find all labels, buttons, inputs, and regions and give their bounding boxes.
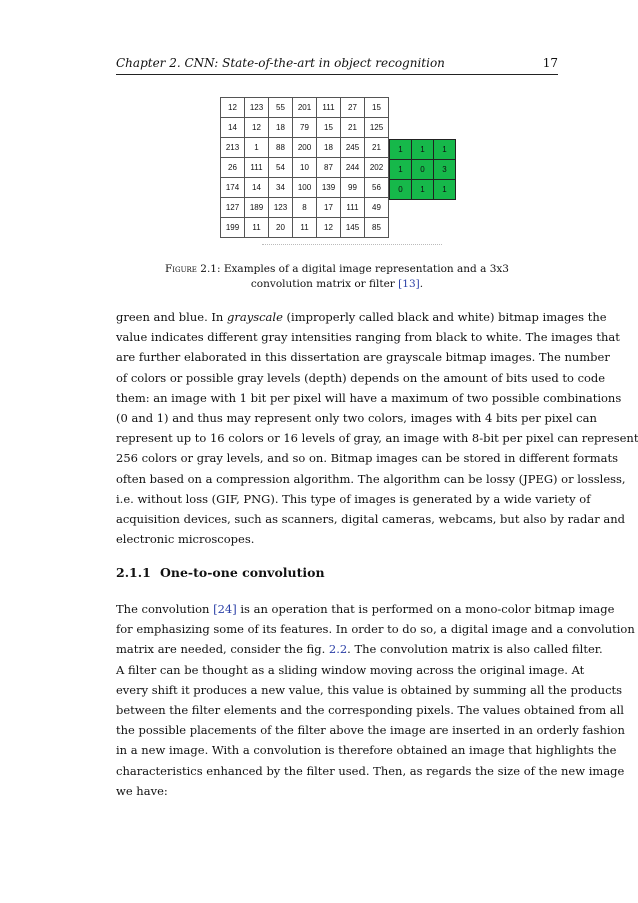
- pixel-cell: 21: [365, 138, 389, 158]
- text-line: characteristics enhanced by the filter used. Then, as regards the size of the new image: [116, 763, 625, 778]
- pixel-cell: 244: [341, 158, 365, 178]
- text-line: in a new image. With a convolution is therefore obtained an image that highlights the: [116, 743, 617, 758]
- convolution-filter-matrix: [389, 139, 456, 200]
- text-line: represent up to 16 colors or 16 levels of gray, an image with 8-bit per pixel can represent: [116, 431, 638, 446]
- filter-cell: 1: [390, 140, 412, 160]
- pixel-cell: 18: [269, 118, 293, 138]
- pixel-cell: 88: [269, 138, 293, 158]
- text-line: value indicates different gray intensities ranging from black to white. The images that: [116, 330, 620, 345]
- body-paragraph-2: [116, 599, 635, 801]
- pixel-row: [221, 158, 389, 178]
- section-heading: [116, 565, 325, 580]
- pixel-row: [221, 198, 389, 218]
- pixel-cell: 21: [341, 118, 365, 138]
- pixel-cell: 34: [269, 178, 293, 198]
- chapter-title: Chapter 2. CNN: State-of-the-art in object recognition: [116, 56, 445, 70]
- citation-link[interactable]: [24]: [213, 602, 237, 616]
- pixel-row: [221, 218, 389, 238]
- filter-cell: 1: [412, 140, 434, 160]
- text-line: for emphasizing some of its features. In order to do so, a digital image and a convolution: [116, 622, 635, 637]
- pixel-cell: 55: [269, 98, 293, 118]
- filter-cell: 1: [434, 140, 456, 160]
- caption-text: Examples of a digital image representation and a 3x3 convolution matrix or filter: [223, 263, 509, 290]
- pixel-cell: 85: [365, 218, 389, 238]
- figure-caption: Figure 2.1: Examples of a digital image representation and a 3x3 convolution matrix or filter [13].: [165, 263, 509, 290]
- pixel-cell: 10: [293, 158, 317, 178]
- pixel-cell: 201: [293, 98, 317, 118]
- pixel-cell: 54: [269, 158, 293, 178]
- text-line: electronic microscopes.: [116, 532, 255, 547]
- pixel-cell: 11: [245, 218, 269, 238]
- text-line: A filter can be thought as a sliding window moving across the original image. At: [116, 662, 585, 677]
- pixel-cell: 15: [317, 118, 341, 138]
- text-line: are further elaborated in this dissertation are grayscale bitmap images. The number: [116, 350, 610, 365]
- pixel-cell: 11: [293, 218, 317, 238]
- text-line: acquisition devices, such as scanners, digital cameras, webcams, but also by radar and: [116, 512, 625, 527]
- pixel-cell: 111: [245, 158, 269, 178]
- pixel-cell: 145: [341, 218, 365, 238]
- filter-cell: 1: [434, 180, 456, 200]
- pixel-cell: 14: [245, 178, 269, 198]
- pixel-cell: 18: [317, 138, 341, 158]
- section-title: One-to-one convolution: [160, 565, 325, 580]
- pixel-cell: 202: [365, 158, 389, 178]
- text-line: (0 and 1) and thus may represent only two colors, images with 4 bits per pixel can: [116, 411, 597, 426]
- caption-label: Figure 2.1:: [165, 263, 221, 275]
- caption-citation-link[interactable]: [13]: [398, 278, 420, 290]
- text-line: matrix are needed, consider the fig. 2.2. The convolution matrix is also called filter.: [116, 642, 603, 657]
- section-number: 2.1.1: [116, 565, 151, 580]
- text-line: every shift it produces a new value, this value is obtained by summing all the products: [116, 682, 623, 697]
- pixel-cell: 27: [341, 98, 365, 118]
- text-line: 256 colors or gray levels, and so on. Bitmap images can be stored in different formats: [116, 451, 618, 466]
- text-line: The convolution [24] is an operation that is performed on a mono-color bitmap image: [116, 602, 615, 616]
- pixel-cell: 49: [365, 198, 389, 218]
- pixel-cell: 189: [245, 198, 269, 218]
- filter-cell: 1: [390, 160, 412, 180]
- pixel-cell: 15: [365, 98, 389, 118]
- pixel-cell: 127: [221, 198, 245, 218]
- pixel-cell: 200: [293, 138, 317, 158]
- pixel-cell: 111: [341, 198, 365, 218]
- image-pixel-matrix: [220, 97, 389, 238]
- pixel-cell: 123: [245, 98, 269, 118]
- page-number: 17: [542, 56, 558, 70]
- pixel-cell: 199: [221, 218, 245, 238]
- text-line: between the filter elements and the corresponding pixels. The values obtained from all: [116, 703, 624, 718]
- text-line: green and blue. In grayscale (improperly called black and white) bitmap images the: [116, 310, 607, 324]
- pixel-cell: 125: [365, 118, 389, 138]
- pixel-row: [221, 138, 389, 158]
- pixel-row: [221, 178, 389, 198]
- pixel-row: [221, 118, 389, 138]
- pixel-cell: 20: [269, 218, 293, 238]
- text-line: the possible placements of the filter above the image are inserted in an orderly fashion: [116, 723, 625, 738]
- filter-row: [390, 140, 456, 160]
- figure-2-1: [0, 0, 638, 260]
- pixel-cell: 14: [221, 118, 245, 138]
- filter-row: [390, 180, 456, 200]
- text-line: often based on a compression algorithm. The algorithm can be lossy (JPEG) or lossless,: [116, 471, 626, 486]
- figure-crop-artifact: [262, 244, 442, 248]
- filter-cell: 3: [434, 160, 456, 180]
- filter-cell: 0: [412, 160, 434, 180]
- figure-ref-link[interactable]: 2.2: [328, 642, 348, 657]
- pixel-cell: 111: [317, 98, 341, 118]
- pixel-cell: 123: [269, 198, 293, 218]
- pixel-cell: 12: [221, 98, 245, 118]
- pixel-cell: 26: [221, 158, 245, 178]
- pixel-cell: 1: [245, 138, 269, 158]
- pixel-cell: 174: [221, 178, 245, 198]
- filter-row: [390, 160, 456, 180]
- pixel-cell: 99: [341, 178, 365, 198]
- pixel-cell: 87: [317, 158, 341, 178]
- pixel-cell: 213: [221, 138, 245, 158]
- pixel-cell: 79: [293, 118, 317, 138]
- pixel-cell: 12: [245, 118, 269, 138]
- text-line: them: an image with 1 bit per pixel will have a maximum of two possible combinations: [116, 390, 622, 405]
- pixel-cell: 56: [365, 178, 389, 198]
- pixel-cell: 17: [317, 198, 341, 218]
- body-paragraph-1: [116, 307, 638, 549]
- pixel-cell: 8: [293, 198, 317, 218]
- pixel-cell: 12: [317, 218, 341, 238]
- pixel-cell: 245: [341, 138, 365, 158]
- text-line: of colors or possible gray levels (depth) depends on the amount of bits used to code: [116, 370, 606, 385]
- pixel-cell: 139: [317, 178, 341, 198]
- pixel-row: [221, 98, 389, 118]
- filter-cell: 0: [390, 180, 412, 200]
- pixel-cell: 100: [293, 178, 317, 198]
- filter-cell: 1: [412, 180, 434, 200]
- text-line: i.e. without loss (GIF, PNG). This type of images is generated by a wide variety of: [116, 491, 591, 506]
- text-line: we have:: [116, 783, 168, 798]
